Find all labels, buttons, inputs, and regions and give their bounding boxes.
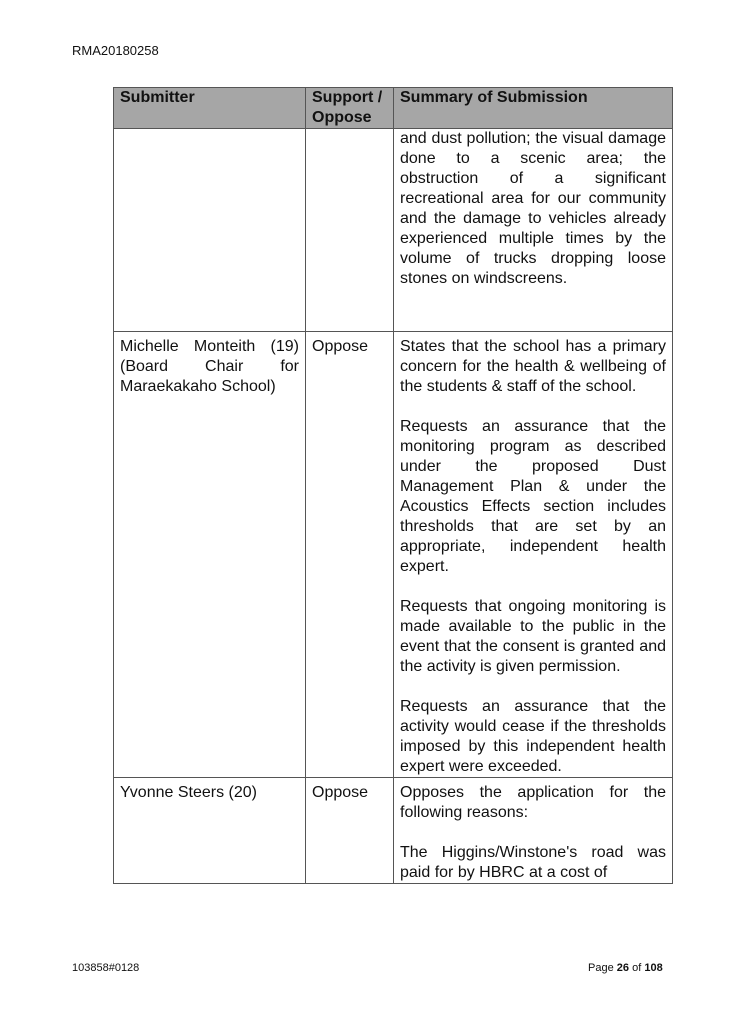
submissions-table: [113, 87, 673, 884]
summary-cell: [394, 129, 673, 332]
footer-page-number: [588, 962, 663, 974]
table-header-row: [114, 88, 673, 129]
page-of-label: of: [632, 962, 642, 974]
stance-cell: Oppose: [306, 778, 394, 884]
current-page: 26: [616, 962, 630, 974]
footer-document-id: 103858#0128: [72, 962, 140, 974]
summary-paragraph: and dust pollution; the visual damage done to a scenic area; the obstruction of a significant recreational area for our community and the damage to vehicles already experienced multiple times by the volume of trucks dropping loose stones on windscreens.: [400, 130, 666, 287]
summary-paragraph: Requests an assurance that the monitoring program as described under the proposed Dust Management Plan & under the Acoustics Effects section includes thresholds that are set by an appropriate, independent health expert.: [400, 418, 666, 575]
document-reference: RMA20180258: [72, 43, 159, 58]
submitter-cell: Yvonne Steers (20): [114, 778, 306, 884]
column-header-submitter: Submitter: [114, 88, 306, 129]
summary-paragraph: Requests an assurance that the activity would cease if the thresholds imposed by this independent health expert were exceeded.: [400, 698, 666, 775]
summary-paragraph: The Higgins/Winstone's road was paid for by HBRC at a cost of: [400, 844, 666, 881]
summary-paragraph: Opposes the application for the following reasons:: [400, 784, 666, 821]
submitter-cell: [114, 129, 306, 332]
page-label: Page: [588, 962, 614, 974]
table-row: [114, 778, 673, 884]
summary-cell: [394, 778, 673, 884]
summary-paragraph: States that the school has a primary concern for the health & wellbeing of the students & staff of the school.: [400, 338, 666, 395]
table-row: [114, 129, 673, 332]
submitter-cell: Michelle Monteith (19) (Board Chair for Maraekakaho School): [114, 332, 306, 778]
summary-paragraph: Requests that ongoing monitoring is made available to the public in the event that the consent is granted and the activity is given permission.: [400, 598, 666, 675]
column-header-support-oppose: Support / Oppose: [306, 88, 394, 129]
summary-cell: [394, 332, 673, 778]
stance-cell: [306, 129, 394, 332]
column-header-summary: Summary of Submission: [394, 88, 673, 129]
total-pages: 108: [644, 962, 663, 974]
table-row: [114, 332, 673, 778]
stance-cell: Oppose: [306, 332, 394, 778]
